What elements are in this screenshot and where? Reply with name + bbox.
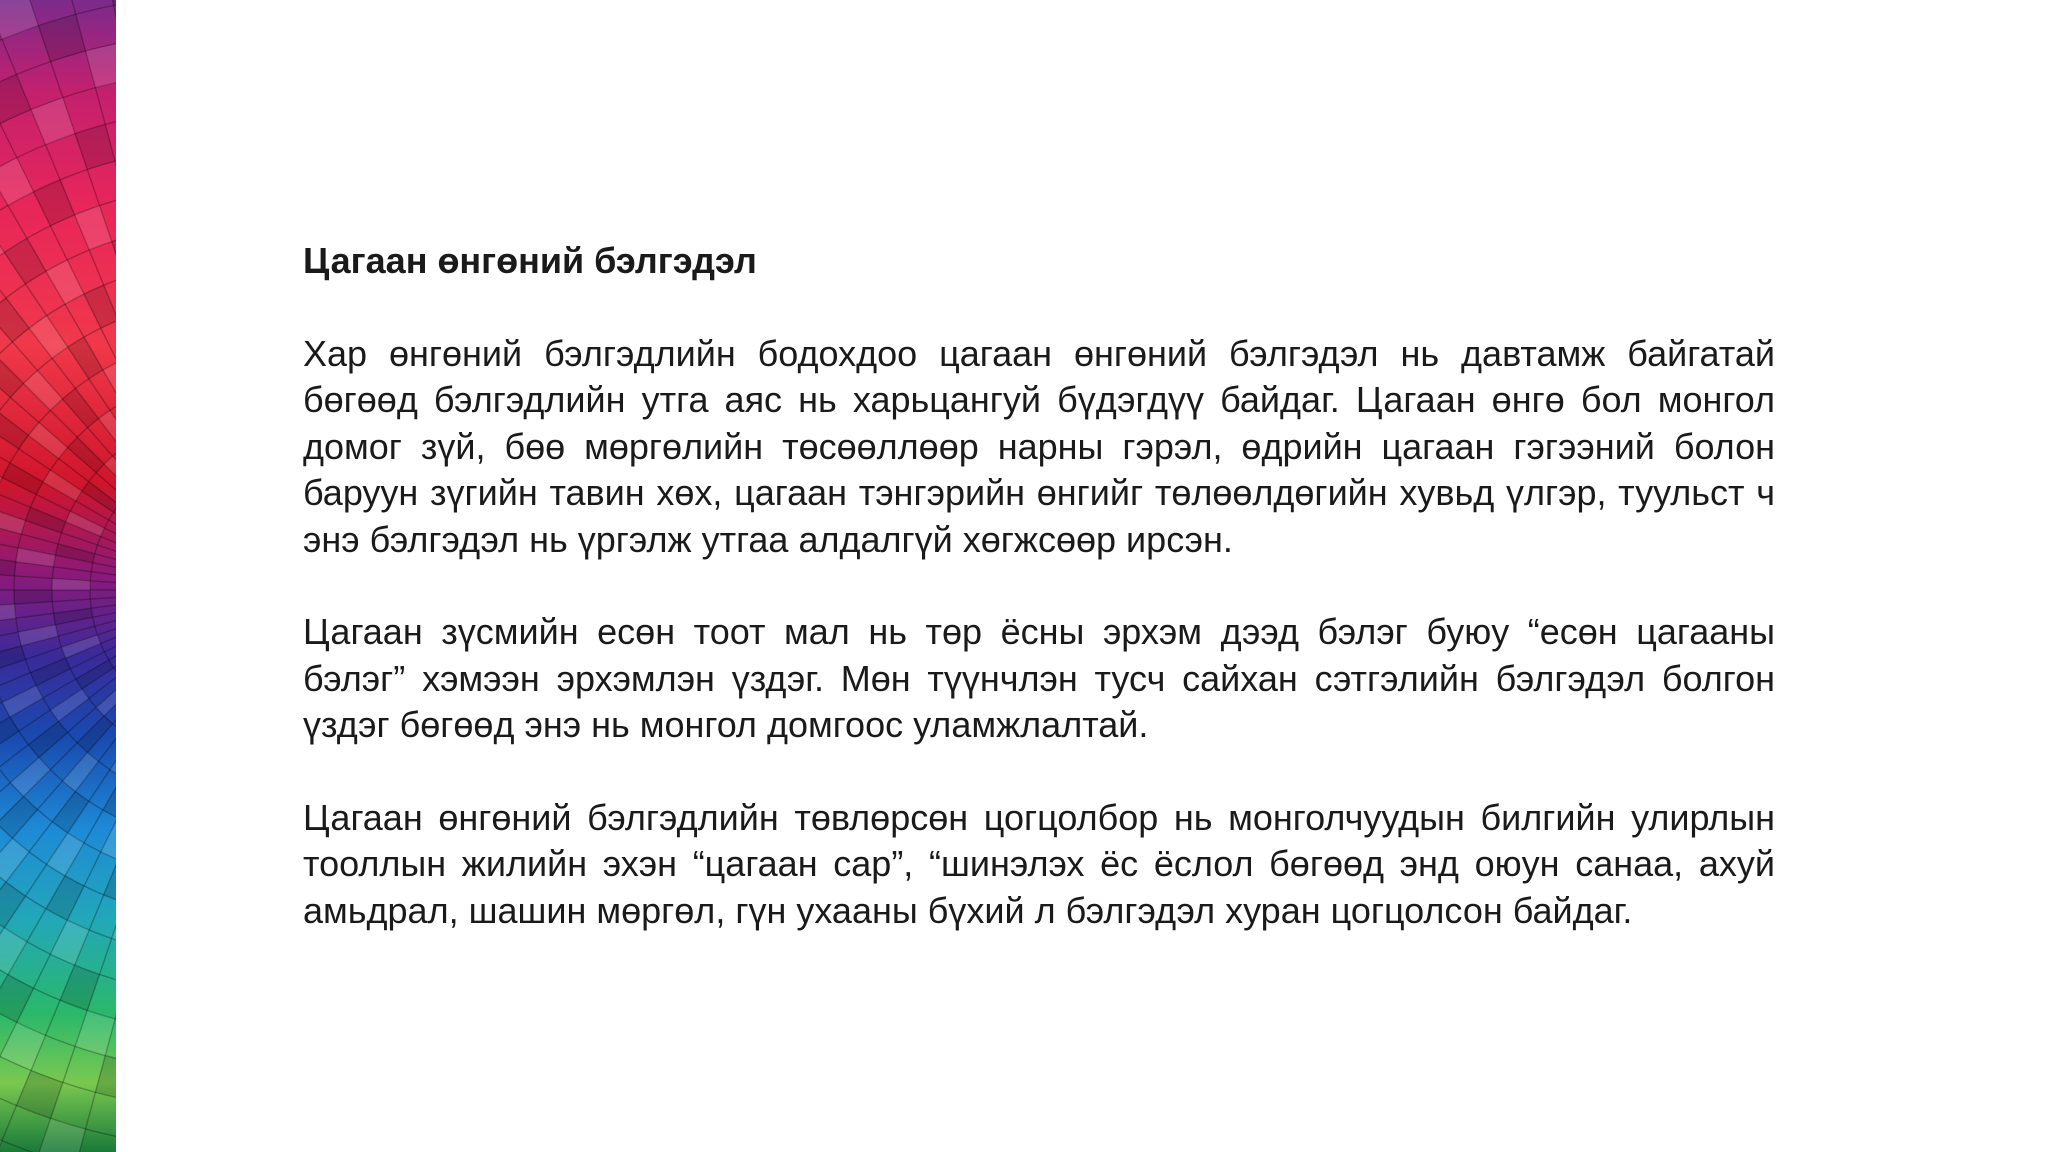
paragraph-1: Хар өнгөний бэлгэдлийн бодохдоо цагаан өнгөний бэлгэдэл нь давтамж байгатай бөгөөд бэлгэдлийн утга аяс нь харьцангуй бүдэгдүү байдаг. Цагаан өнгө бол монгол домог зүй, бөө мөргөлийн төсөөллөөр нарны гэрэл, өдрийн цагаан гэгээний болон баруун зүгийн тавин хөх, цагаан тэнгэрийн өнгийг төлөөлдөгийн хувьд үлгэр, туульст ч энэ бэлгэдэл нь үргэлж утгаа алдалгүй хөгжсөөр ирсэн.	[303, 332, 1775, 560]
paragraph-3: Цагаан өнгөний бэлгэдлийн төвлөрсөн цогцолбор нь монголчуудын билгийн улирлын тооллын жилийн эхэн “цагаан сар”, “шинэлэх ёс ёслол бөгөөд энд оюун санаа, ахуй амьдрал, шашин мөргөл, гүн ухааны бүхий л бэлгэдэл хуран цогцолсон байдаг.	[303, 796, 1775, 931]
slide-title: Цагаан өнгөний бэлгэдэл	[303, 240, 757, 281]
rainbow-mosaic-icon	[0, 0, 116, 1152]
text-content	[303, 238, 1775, 934]
mosaic-cell	[14, 590, 52, 604]
paragraph-2: Цагаан зүсмийн есөн тоот мал нь төр ёсны эрхэм дээд бэлэг буюу “есөн цагааны бэлэг” хэмээн эрхэмлэн үздэг. Мөн түүнчлэн тусч сайхан сэтгэлийн бэлгэдэл болгон үздэг бөгөөд энэ нь монгол домгоос уламжлалтай.	[303, 611, 1775, 745]
